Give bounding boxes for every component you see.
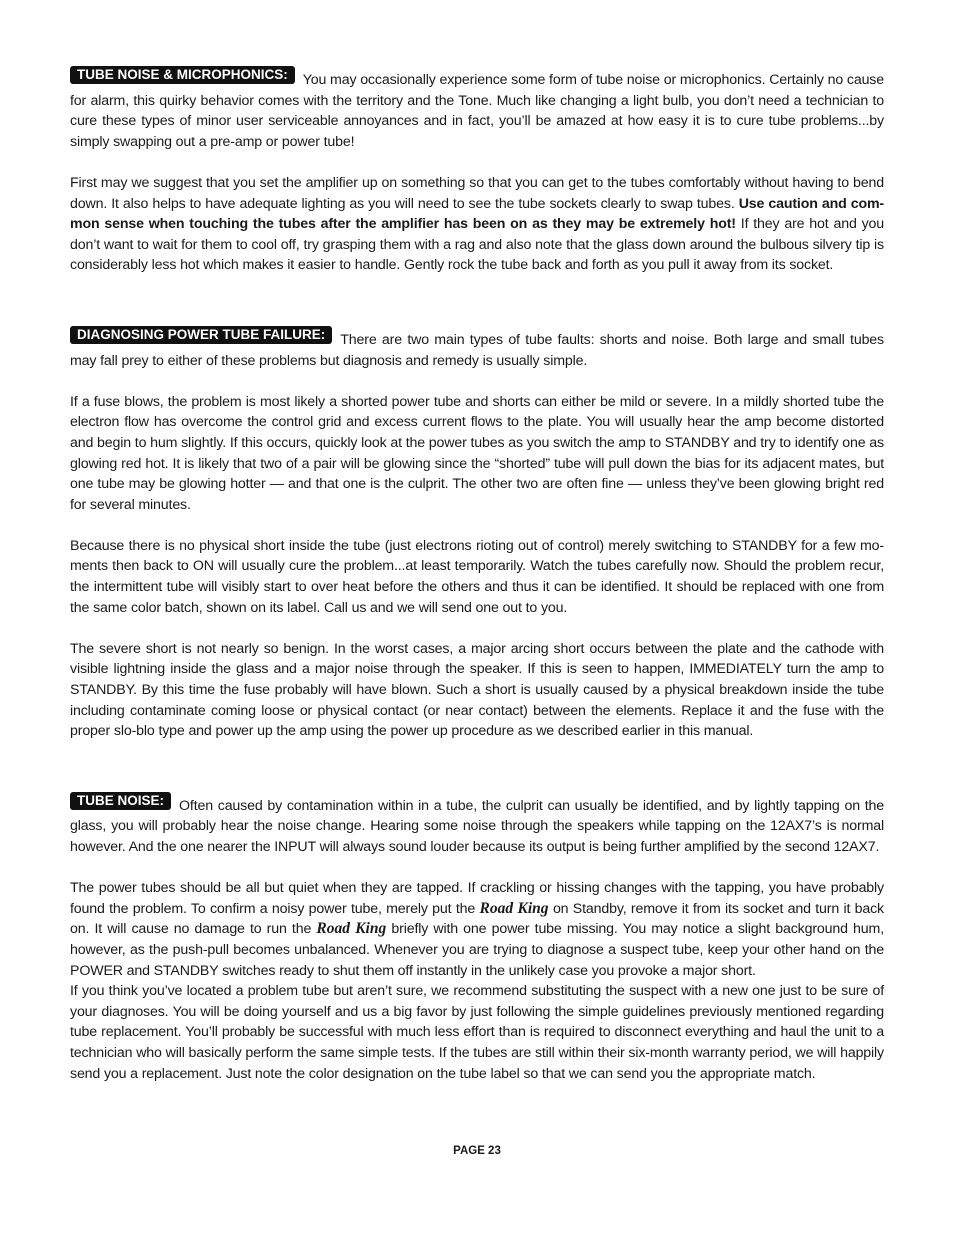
section-power-tube-failure-p2: If a fuse blows, the problem is most likely a shorted power tube and shorts can either be mild or severe. In a mildly shorted tube the electron flow has overcome the control grid and excess current flows to the plate. You will usually hear the amp become distorted and begin to hum slightly. If this occurs, quickly look at the power tubes as you switch the amp to STANDBY and try to identify one as glowing red hot. It is likely that two of a pair will be glowing since the “shorted” tube will pull down the bias for its adjacent mates, but one tube may be glowing hotter — and that one is the culprit. The other two are often fine — unless they’ve been glowing bright red for several minutes.	[70, 393, 884, 513]
document-body	[70, 67, 885, 1084]
section-tube-noise-microphonics-p1: TUBE NOISE & MICROPHONICS: You may occasionally experience some form of tube noise or microphonics. Certainly no cause for alarm, this quirky behavior comes with the territory and the Tone. Much like changing a light bulb, you don’t need a technician to cure these types of minor user serviceable annoyances and in fact, you’ll be amazed at how easy it is to cure tube problems...by simply swapping out a pre-amp or power tube!	[70, 67, 884, 150]
section-heading-power-tube-failure: DIAGNOSING POWER TUBE FAILURE:	[70, 326, 332, 344]
section-heading-tube-noise-microphonics: TUBE NOISE & MICROPHONICS:	[70, 66, 295, 84]
section-tube-noise-p2: The power tubes should be all but quiet when they are tapped. If crackling or hissing changes with the tapping, you have probably found the problem. To confirm a noisy power tube, merely put the Road King on Standby, remove it from its socket and turn it back on. It will cause no damage to run the Road King briefly with one power tube missing. You may notice a slight background hum, however, as the push-pull becomes unbalanced. Whenever you are trying to diagnose a suspect tube, keep your other hand on the POWER and STANDBY switches ready to shut them off instantly in the unlikely case you provoke a major short.	[70, 880, 885, 979]
section-power-tube-failure-p3: Because there is no physical short inside the tube (just electrons rioting out of control) merely switching to STANDBY for a few mo-ments then back to ON will usually cure the problem...at least temporarily. Watch the tubes carefully now. Should the problem recur, the intermittent tube will visibly start to over heat before the others and thus it can be identified. It should be replaced with one from the same color batch, shown on its label. Call us and we will send one out to you.	[70, 537, 884, 616]
section-tube-noise-p1: TUBE NOISE: Often caused by contamination within in a tube, the culprit can usually be identified, and by lightly tapping on the glass, you will probably hear the noise change. Hearing some noise through the speakers while tapping on the 12AX7’s is normal however. And the one nearer the INPUT will always sound louder because its output is being further amplified by the second 12AX7.	[70, 792, 884, 855]
section-power-tube-failure-p1: DIAGNOSING POWER TUBE FAILURE: There are two main types of tube faults: shorts and noise. Both large and small tubes may fall prey to either of these problems but diagnosis and remedy is usually simple.	[70, 326, 884, 369]
brand-name: Road King	[316, 920, 387, 938]
page-number: PAGE 23	[453, 1145, 501, 1157]
caution-warning: Use caution and com-mon sense when touching the tubes after the amplifier has been on as they may be extremely hot!	[70, 195, 884, 233]
section-tube-noise-p3: If you think you’ve located a problem tube but aren’t sure, we recommend substituting the suspect with a new one just to be sure of your diagnoses. You will be doing yourself and us a big favor by just following the simple guidelines previously mentioned regarding tube replacement. You’ll probably be successful with much less effort than is required to disconnect everything and haul the unit to a technician who will basically perform the same simple tests. If the tubes are still within their six-month warranty period, we will happily send you a replacement. Just note the color designation on the tube label so that we can send you the appropriate match.	[70, 983, 884, 1082]
brand-name: Road King	[479, 899, 549, 917]
section-tube-noise-microphonics-p2: First may we suggest that you set the amplifier up on something so that you can get to the tubes comfortably without having to bend down. It also helps to have adequate lighting as you will need to see the tube sockets clearly to swap tubes. Use caution and com-mon sense when touching the tubes after the amplifier has been on as they may be extremely hot! If they are hot and you don’t want to wait for them to cool off, try grasping them with a rag and also note that the glass down around the bulbous silvery tip is considerably less hot which makes it easier to handle. Gently rock the tube back and forth as you pull it away from its socket.	[70, 174, 885, 274]
section-power-tube-failure-p4: The severe short is not nearly so benign. In the worst cases, a major arcing short occurs between the plate and the cathode with visible lightning inside the glass and a major noise through the speaker. If this is seen to happen, IMMEDIATELY turn the amp to STANDBY. By this time the fuse probably will have blown. Such a short is usually caused by a physical breakdown inside the tube including contaminate coming loose or physical contact (or near contact) between the elements. Replace it and the fuse with the proper slo-blo type and power up the amp using the power up procedure as we described earlier in this manual.	[70, 640, 884, 740]
section-heading-tube-noise: TUBE NOISE:	[70, 792, 171, 810]
